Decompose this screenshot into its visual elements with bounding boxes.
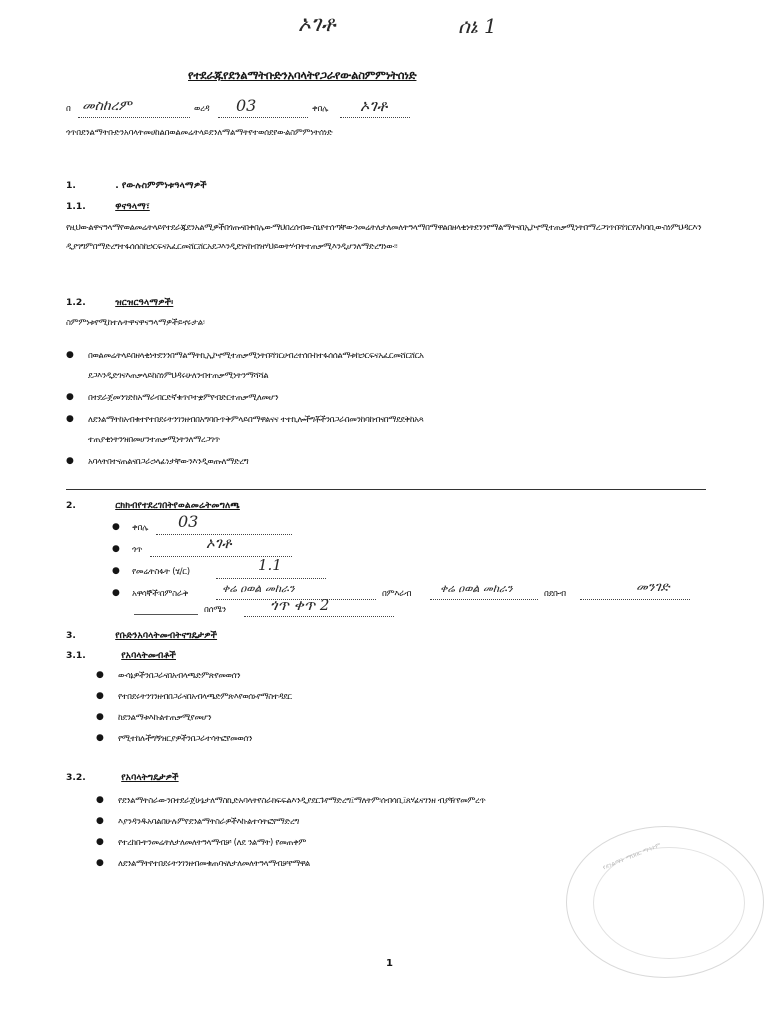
section-3-2-title: የአባላትግዴታዎች xyxy=(121,772,179,783)
section-1-2-bullets xyxy=(66,350,424,476)
bullet-icon: ● xyxy=(96,816,104,826)
section-1-1-title: ዋናዓላማ፣ xyxy=(115,201,150,212)
area-value: 1.1 xyxy=(258,556,282,574)
boundaries-label: አዋሳኞች፡በምስራቅ xyxy=(132,589,189,599)
south-label: በደቡብ xyxy=(544,589,566,599)
bullet-icon: ● xyxy=(66,350,74,360)
bullet-icon: ● xyxy=(96,795,104,805)
south-boundary-value: መንገድ xyxy=(636,580,670,595)
north-label: በሰሜን xyxy=(204,605,226,615)
bullet-icon: ● xyxy=(96,733,104,743)
bullet-icon: ● xyxy=(96,837,104,847)
area-label: የመሬትስፋት (ሄ/ር) xyxy=(132,567,190,577)
bullet-icon: ● xyxy=(112,588,120,598)
west-label: በምእራብ xyxy=(382,589,412,599)
west-boundary-value: ቀሬ ዐወል መከራን xyxy=(440,582,513,595)
list-item: ● የተረከቡትንመሬትለታለመለትዓላማብቻ (ለደ ንልማት) የመጠቀም xyxy=(118,834,712,851)
section-1-title: . የውሉስምምነቱዓላማዎች xyxy=(115,180,207,191)
section-3-number: 3. xyxy=(66,630,76,641)
north-boundary-value: ጎጥ ቀጥ 2 xyxy=(270,596,330,614)
page-number: 1 xyxy=(386,958,393,969)
section-1-1-heading xyxy=(66,201,150,212)
list-item: ● በተደራጀመንገድከአማራብርድኛቁጥቦተቋምየብድርተጠቃሚለመሆን xyxy=(66,392,279,402)
section-3-2-number: 3.2. xyxy=(66,772,86,783)
bullet-icon: ● xyxy=(112,566,120,576)
section-divider xyxy=(66,489,706,490)
bullet-icon: ● xyxy=(66,414,74,424)
info-kebele-label: ቀበሌ xyxy=(312,104,329,114)
handwritten-header-left: ኦገቶ xyxy=(298,12,336,37)
section-1-number: 1. xyxy=(66,180,76,191)
list-item: ● እያንዳንዱአባልበሁሉምየደንልማትስራዎችእኩልተሳትፎየማድረግ xyxy=(118,813,712,830)
bullet-icon: ● xyxy=(96,712,104,722)
list-item: ● ለደንልማትከአብቁተየተበደሩትንገንዘብበአግባቡጥቅምላይበማዋልናና ተተኪሎችግቾችንበጋራበመንከባከብናበማደደቅከአጻ xyxy=(66,414,424,424)
section-3-title: የቡድንአባላትመብትናግዴታዎች xyxy=(115,630,218,641)
list-item: ● በወልመሬትላይበዘላቂነትደንንበማልማትኪኢኮኖሚተጠቃሚነትበሻገርሀብረተሰቡከተፋሰሰልማቱከኃርፍናአፈርመሸርሸርአ xyxy=(66,350,424,360)
section-2-number: 2. xyxy=(66,500,76,511)
document-title: የተደራጁየደንልማትቡድንአባላትየጋራየውልስምምነትሰነድ xyxy=(188,68,417,82)
section-3-heading xyxy=(66,630,217,641)
bullet-icon: ● xyxy=(66,392,74,402)
kebele-value: 03 xyxy=(178,512,199,531)
section-1-2-number: 1.2. xyxy=(66,297,86,308)
info-woreda-label: ወረዳ xyxy=(194,104,210,114)
north-underline-left xyxy=(134,614,198,615)
list-item: ● የተበደሩትንገንዘብበጋራናበአብላጫድምጽእየወሰኑየማስተዳደር xyxy=(96,691,292,701)
bullet-icon: ● xyxy=(96,670,104,680)
bullet-icon: ● xyxy=(96,691,104,701)
bullet-icon: ● xyxy=(96,858,104,868)
section-2-heading xyxy=(66,500,240,511)
official-stamp xyxy=(566,826,764,978)
list-item: ● ለደንልማትየተበደሩትንገንዘብመቁጠባናለታለመለትዓላማብቻየማዋል xyxy=(118,855,712,872)
info-kebele-value: ኦገቶ xyxy=(360,96,388,115)
list-item: ● የደንልማትስራውንበተደራጀሁኔታለማስኪድአባላትየስራክፍፍልእንዲያደርጉየማድረግ፤ማለትም፡ሰብሳቢ፤ጸሃፊናገንዘ ብያዥየመምረጥ xyxy=(118,792,712,809)
bullet-icon: ● xyxy=(112,522,120,532)
section-2-title: ርክክብየተደረገበትየወልመሬትመግለጫ xyxy=(115,500,240,511)
section-1-1-number: 1.1. xyxy=(66,201,86,212)
section-3-2-heading xyxy=(66,772,179,783)
section-3-1-number: 3.1. xyxy=(66,650,86,661)
section-1-2-title: ዝርዝርዓላማዎች፡ xyxy=(115,297,174,308)
bullet-icon: ● xyxy=(112,544,120,554)
section-1-1-text: የዚህውልዋናዓላማየወልመሬትላይየተደራጁደንአልሚዎችበጎጡናበቀበሌውማህበረሰብውስኒየተሰጣቸውንመሬትለታለመለትዓላማበማዋልበዘላቂነትደንንየማልማትናበኢኮኖሚተጠቃሚነትበማረጋገጥበሻገርየአካባቢውስነምህዳርእንዲያገግምበማድረግተፋሰሰስከኃርፍናአፈርመሸርሸርአደጋእንዲደገናከብዝሃህይወትሃብትተጠቃሚእንዲሆንለማድረግነው፡፡ xyxy=(66,222,702,251)
list-item: ● ውሳኔዎችንበጋራናበአብላጫድምጽየመወሰን xyxy=(96,670,241,680)
list-item: ● አባላትበተናጠልናበጋራኃላፊነታቸውንእንዲወጡለማድረግ xyxy=(66,456,249,466)
kebele-label: ቀበሌ xyxy=(132,523,149,533)
east-boundary-value: ቀሬ ዐወል መከራን xyxy=(222,582,295,595)
section-1-2-intro: ስምምነቱየሚከተሉትዋናዋናዓላማዎችይኖሩታል፡ xyxy=(66,318,205,328)
section-1-heading xyxy=(66,180,207,191)
info-woreda-value: 03 xyxy=(236,96,257,115)
section-1-2-heading xyxy=(66,297,173,308)
section-3-1-bullets xyxy=(96,670,292,754)
info-prefix: በ xyxy=(66,104,71,114)
got-label: ጎጥ xyxy=(132,545,143,555)
stamp-text: የደንልማት ማህበር ማኅተም xyxy=(601,841,662,872)
section-3-1-heading xyxy=(66,650,176,661)
section-3-1-title: የአባላትመብቶች xyxy=(121,650,176,661)
bullet-icon: ● xyxy=(66,456,74,466)
list-item: ● የሚተከሉችግኝዝርያዎችንበጋራተሳትፎየመወሰን xyxy=(96,733,253,743)
intro-text: ጎጥበደንልማትቡድንአባላትመሀከልበወልመሬትላይደንለማልማትየተወሰደየውልስምምነትሰነድ xyxy=(66,128,333,138)
list-item-continuation: ደጋእንዲድገናእጠቃላይከስነምህዳሩሁለንብተጠቃሚነትንማሻሻል xyxy=(88,370,269,380)
info-date-value: መስከረም xyxy=(82,98,132,114)
list-item-continuation: ተጠያቂነትንዝበመሆንተጠቃሚነትንለማረጋገጥ xyxy=(88,434,220,444)
got-value: ኦገቶ xyxy=(206,534,232,552)
handwritten-header-right: ሰኔ 1 xyxy=(458,14,497,38)
list-item: ● ከደንልማቱእኩልተጠቃሚየመሆን xyxy=(96,712,212,722)
